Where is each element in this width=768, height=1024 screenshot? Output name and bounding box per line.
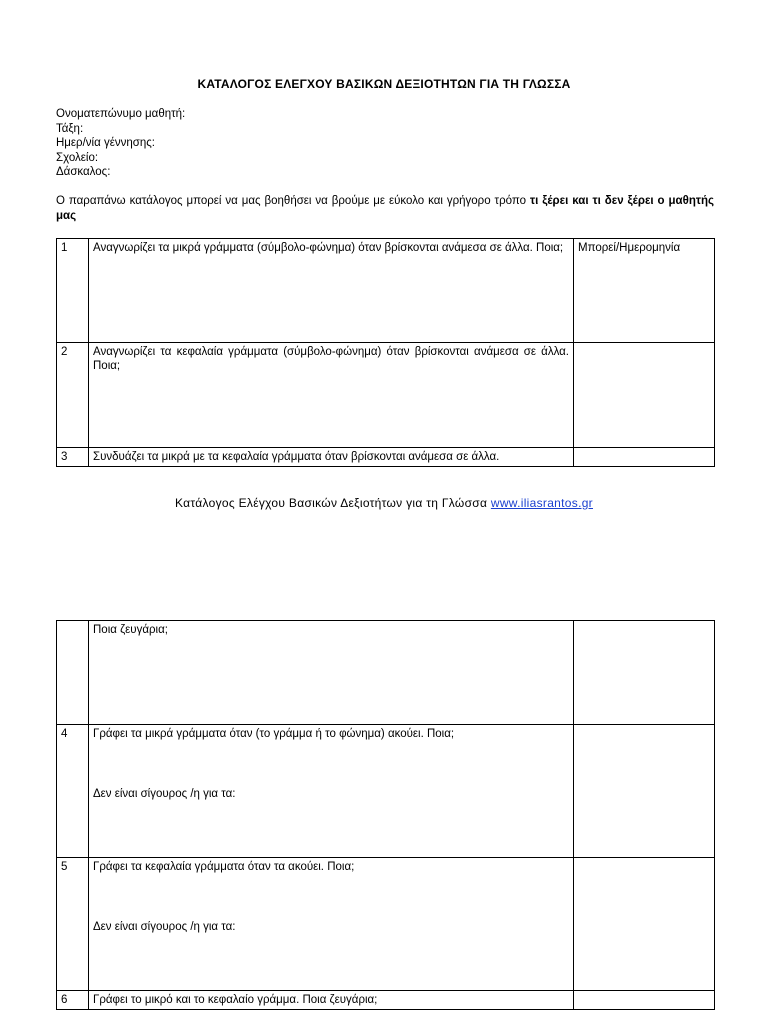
row-number: 5 [57, 858, 89, 991]
intro-text: Ο παραπάνω κατάλογος μπορεί να μας βοηθήσει να βρούμε με εύκολο και γρήγορο τρόπο [56, 195, 530, 207]
table-row [57, 343, 715, 448]
row-description-main: Γράφει τα μικρά γράμματα όταν (το γράμμα ή το φώνημα) ακούει. Ποια; [93, 728, 455, 740]
table-row [57, 725, 715, 858]
row-number: 4 [57, 725, 89, 858]
row-description-main: Γράφει τα κεφαλαία γράμματα όταν τα ακούει. Ποια; [93, 861, 355, 873]
row-description: Γράφει το μικρό και το κεφαλαίο γράμμα. Ποια ζευγάρια; [89, 991, 574, 1010]
row-number: 3 [57, 448, 89, 467]
row-description [89, 725, 574, 858]
table-row [57, 621, 715, 725]
field-birth-date: Ημερ/νία γέννησης: [56, 137, 155, 149]
table-row [57, 858, 715, 991]
student-info-fields [56, 107, 185, 180]
row-date-cell [574, 725, 715, 858]
row-date-cell [574, 858, 715, 991]
row-description-uncertain: Δεν είναι σίγουρος /η για τα: [93, 788, 236, 800]
footer-website-link[interactable]: www.iliasrantos.gr [490, 496, 593, 510]
page-footer [0, 496, 768, 510]
field-school: Σχολείο: [56, 151, 99, 164]
row-date-cell [574, 621, 715, 725]
checklist-table-page2 [56, 620, 715, 1010]
row-number [57, 621, 89, 725]
row-description: Ποια ζευγάρια; [89, 621, 574, 725]
checklist-table-page1 [56, 238, 715, 467]
table-row [57, 239, 715, 343]
document-title: ΚΑΤΑΛΟΓΟΣ ΕΛΕΓΧΟΥ ΒΑΣΙΚΩΝ ΔΕΞΙΟΤΗΤΩΝ ΓΙΑ ΤΗ ΓΛΩΣΣΑ [197, 77, 571, 91]
row-date-cell [574, 343, 715, 448]
row-date-cell [574, 448, 715, 467]
table-row [57, 991, 715, 1010]
row-number: 1 [57, 239, 89, 343]
field-teacher: Δάσκαλος: [56, 166, 111, 178]
row-date-cell [574, 991, 715, 1010]
footer-text: Κατάλογος Ελέγχου Βασικών Δεξιοτήτων για τη Γλώσσα [175, 496, 491, 510]
row-description [89, 858, 574, 991]
row-description: Αναγνωρίζει τα κεφαλαία γράμματα (σύμβολο-φώνημα) όταν βρίσκονται ανάμεσα σε άλλα. Ποια; [89, 343, 574, 448]
row-number: 2 [57, 343, 89, 448]
field-class: Τάξη: [56, 122, 84, 135]
row-description: Αναγνωρίζει τα μικρά γράμματα (σύμβολο-φώνημα) όταν βρίσκονται ανάμεσα σε άλλα. Ποια; [89, 239, 574, 343]
intro-paragraph [56, 194, 714, 224]
column-header-can-date: Μπορεί/Ημερομηνία [574, 239, 715, 343]
intro-bold-text: τι ξέρει και τι δεν ξέρει ο μαθητής μας [56, 195, 714, 222]
row-number: 6 [57, 991, 89, 1010]
table-row [57, 448, 715, 467]
row-description-uncertain: Δεν είναι σίγουρος /η για τα: [93, 921, 236, 933]
row-description: Συνδυάζει τα μικρά με τα κεφαλαία γράμματα όταν βρίσκονται ανάμεσα σε άλλα. [89, 448, 574, 467]
field-student-name: Ονοματεπώνυμο μαθητή: [56, 108, 186, 120]
